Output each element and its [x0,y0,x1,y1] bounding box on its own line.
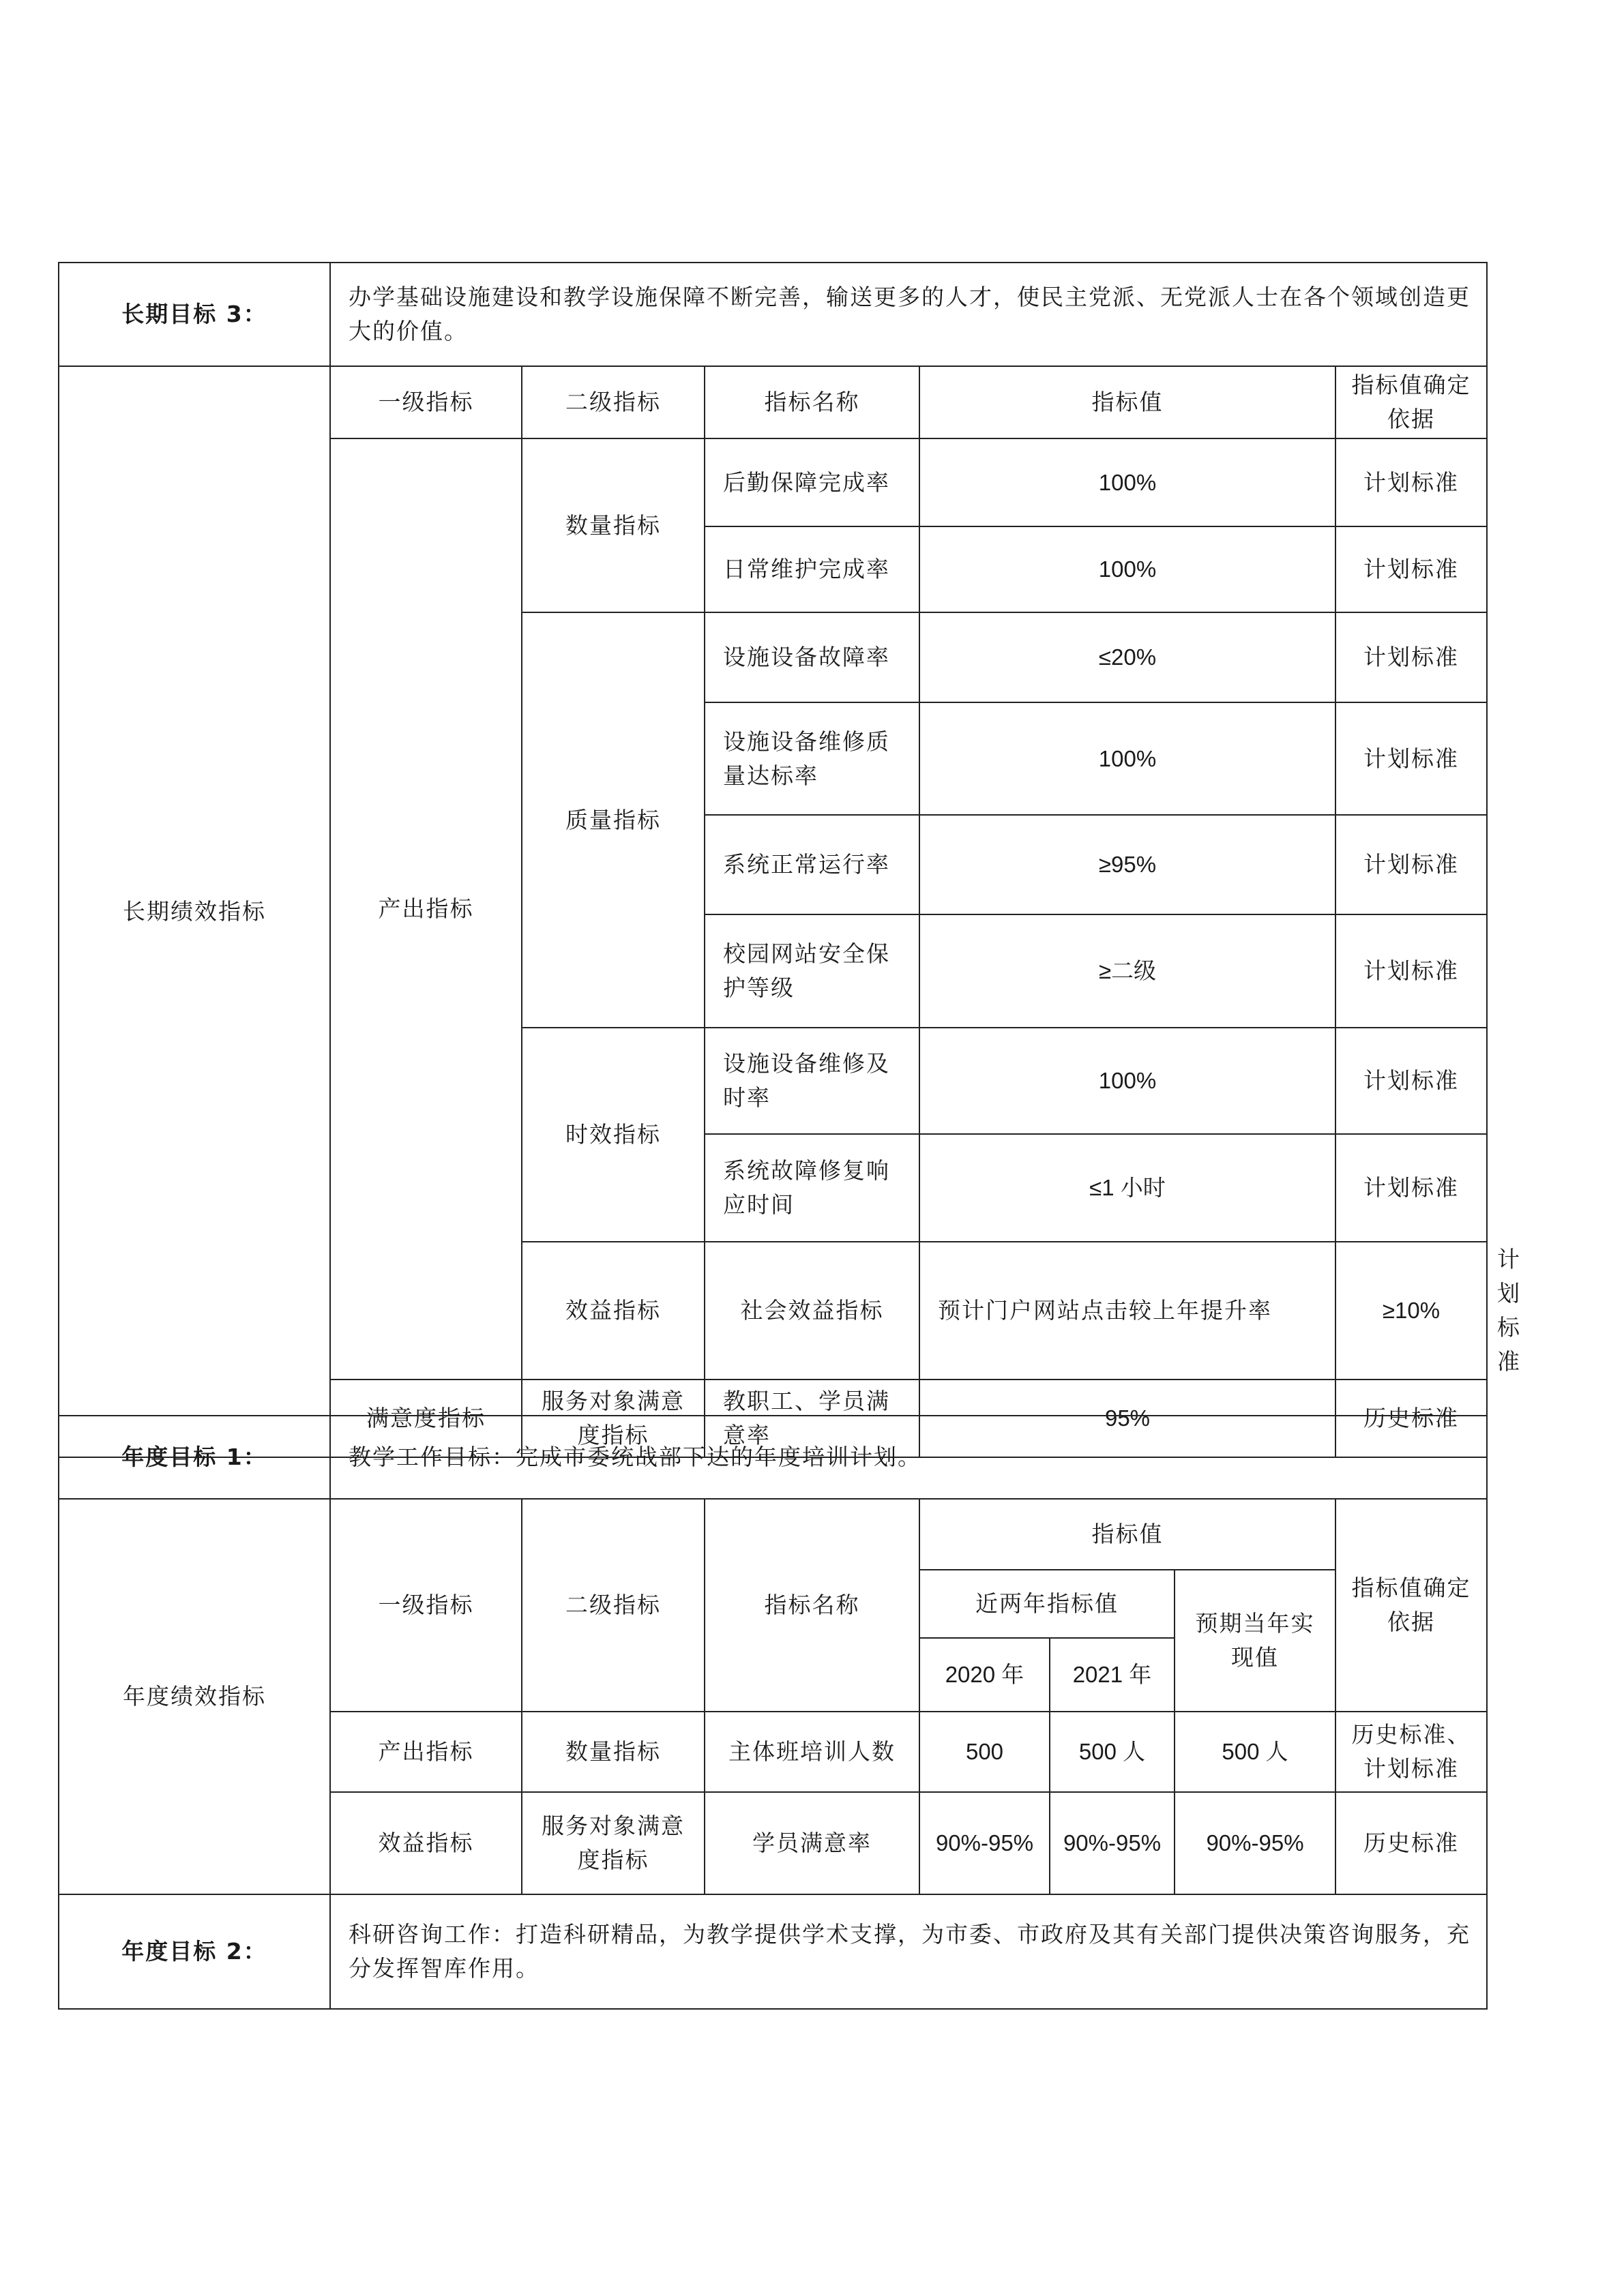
annual-header-level2: 二级指标 [522,1499,705,1712]
level2-timeliness: 时效指标 [522,1028,705,1242]
indicator-name: 日常维护完成率 [705,526,919,612]
indicator-name: 预计门户网站点击较上年提升率 [919,1242,1335,1380]
long-term-goal-row [59,263,1487,366]
indicator-name: 教职工、学员满意率 [705,1380,919,1457]
annual-goal-1-row [59,1416,1487,1499]
header-indicator-name: 指标名称 [705,366,919,438]
indicator-basis: 历史标准 [1335,1380,1487,1457]
annual-header-recent: 近两年指标值 [919,1570,1175,1638]
indicator-value: 100% [919,438,1335,526]
indicator-name: 系统故障修复响应时间 [705,1134,919,1242]
level2-quantity: 数量指标 [522,438,705,612]
indicator-value: 100% [919,702,1335,815]
indicator-value: ≥10% [1335,1242,1487,1380]
annual-header-level1: 一级指标 [330,1499,522,1712]
annual-value-2021: 90%-95% [1050,1792,1175,1894]
level2-quality: 质量指标 [522,612,705,1028]
level1-output: 产出指标 [330,438,522,1380]
header-level2: 二级指标 [522,366,705,438]
indicator-value: ≥二级 [919,914,1335,1028]
long-term-goal-label: 长期目标 3： [59,263,330,366]
annual-header-2020: 2020 年 [919,1638,1050,1712]
indicator-name: 设施设备维修及时率 [705,1028,919,1134]
annual-value-expected: 500 人 [1175,1712,1335,1792]
annual-level1: 产出指标 [330,1712,522,1792]
header-indicator-value: 指标值 [919,366,1335,438]
annual-goal-1-text: 教学工作目标：完成市委统战部下达的年度培训计划。 [330,1416,1487,1499]
annual-indicator-name: 学员满意率 [705,1792,919,1894]
level2-service: 服务对象满意度指标 [522,1380,705,1457]
annual-level2: 服务对象满意度指标 [522,1792,705,1894]
indicator-basis: 计划标准 [1335,815,1487,914]
long-term-table [58,262,1522,1458]
indicator-value: 100% [919,1028,1335,1134]
indicator-basis: 计划标准 [1335,1028,1487,1134]
indicator-value: ≥95% [919,815,1335,914]
level1-satisfaction: 满意度指标 [330,1380,522,1457]
indicator-name: 设施设备故障率 [705,612,919,702]
indicator-basis: 计划标准 [1335,612,1487,702]
annual-level1: 效益指标 [330,1792,522,1894]
annual-level2: 数量指标 [522,1712,705,1792]
indicator-value: ≤20% [919,612,1335,702]
indicator-basis: 计划标准 [1335,438,1487,526]
indicator-basis: 计划标准 [1335,702,1487,815]
annual-header-row [59,1499,1487,1570]
level2-social: 社会效益指标 [705,1242,919,1380]
indicator-value: ≤1 小时 [919,1134,1335,1242]
annual-goal-2-label: 年度目标 2： [59,1894,330,2009]
annual-basis: 历史标准 [1335,1792,1487,1894]
annual-header-expected: 预期当年实现值 [1175,1570,1335,1712]
indicator-name: 系统正常运行率 [705,815,919,914]
indicator-value: 95% [919,1380,1335,1457]
annual-value-2020: 90%-95% [919,1792,1050,1894]
indicator-name: 设施设备维修质量达标率 [705,702,919,815]
level1-benefit: 效益指标 [522,1242,705,1380]
annual-value-2021: 500 人 [1050,1712,1175,1792]
annual-basis: 历史标准、计划标准 [1335,1712,1487,1792]
long-term-header-row [59,366,1487,438]
indicator-name: 后勤保障完成率 [705,438,919,526]
table-row: 效益指标 社会效益指标 预计门户网站点击较上年提升率 ≥10% 计划标准 [59,1242,1487,1380]
annual-goal-2-row [59,1894,1487,2009]
header-level1: 一级指标 [330,366,522,438]
indicator-basis: 计划标准 [1335,1134,1487,1242]
long-term-goal-text: 办学基础设施建设和教学设施保障不断完善，输送更多的人才，使民主党派、无党派人士在各个领域创造更大的价值。 [330,263,1487,366]
annual-header-2021: 2021 年 [1050,1638,1175,1712]
indicator-basis: 计划标准 [1335,526,1487,612]
annual-header-value: 指标值 [919,1499,1335,1570]
annual-goal-1-label: 年度目标 1： [59,1416,330,1499]
long-term-section-label: 长期绩效指标 [59,366,330,1457]
annual-goal-2-text: 科研咨询工作：打造科研精品，为教学提供学术支撑，为市委、市政府及其有关部门提供决策咨询服务，充分发挥智库作用。 [330,1894,1487,2009]
annual-header-basis: 指标值确定依据 [1335,1499,1487,1712]
annual-indicator-name: 主体班培训人数 [705,1712,919,1792]
annual-value-expected: 90%-95% [1175,1792,1335,1894]
annual-value-2020: 500 [919,1712,1050,1792]
indicator-name: 校园网站安全保护等级 [705,914,919,1028]
annual-table [58,1415,1488,2010]
indicator-value: 100% [919,526,1335,612]
header-basis: 指标值确定依据 [1335,366,1487,438]
annual-header-name: 指标名称 [705,1499,919,1712]
annual-section-label: 年度绩效指标 [59,1499,330,1894]
indicator-basis: 计划标准 [1335,914,1487,1028]
